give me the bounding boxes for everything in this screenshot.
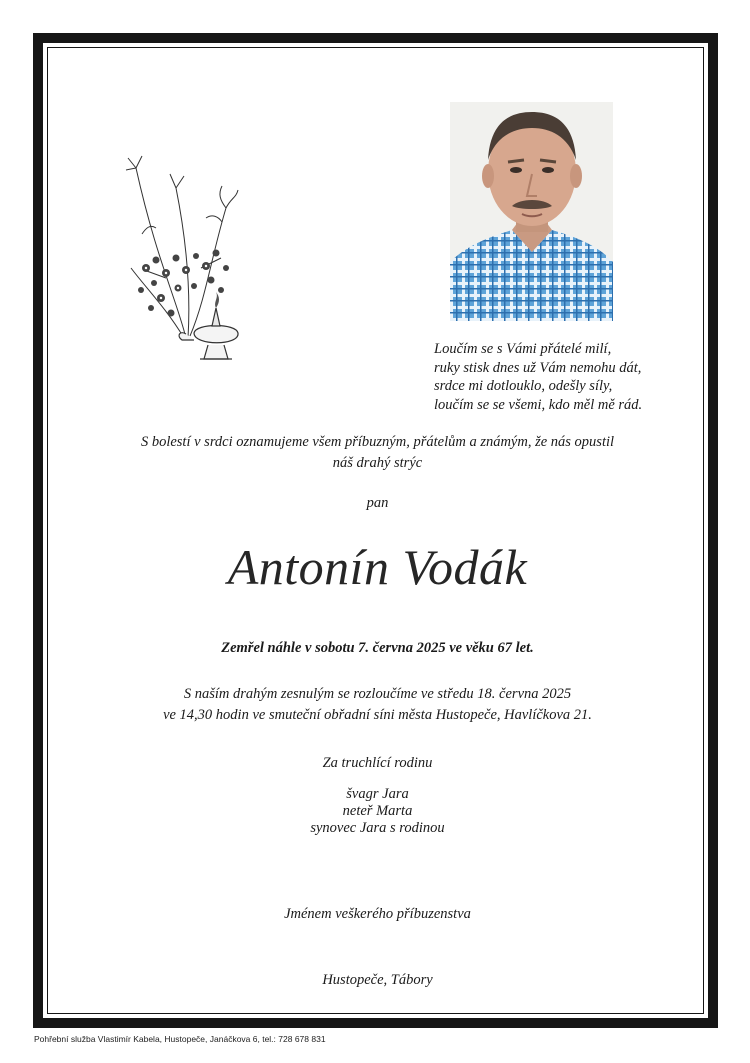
- places: Hustopeče, Tábory: [322, 972, 433, 988]
- portrait-photo: [450, 102, 613, 321]
- announcement-line: S bolestí v srdci oznamujeme všem příbuzným, přátelům a známým, že nás opustil: [140, 434, 615, 450]
- mourner: švagr Jara: [346, 786, 409, 802]
- funeral-line: S naším drahým zesnulým se rozloučíme ve středu 18. června 2025: [183, 686, 572, 702]
- funeral-service-footer: Pohřební služba Vlastimír Kabela, Hustopeče, Janáčkova 6, tel.: 728 678 831: [34, 1034, 326, 1044]
- death-notice: Zemřel náhle v sobotu 7. června 2025 ve věku 67 let.: [221, 640, 534, 656]
- funeral-line: ve 14,30 hodin ve smuteční obřadní síni města Hustopeče, Havlíčkova 21.: [163, 707, 592, 723]
- farewell-poem: [434, 340, 674, 414]
- mourners-heading: Za truchlící rodinu: [322, 755, 433, 771]
- poem-line: Loučím se s Vámi přátelé milí,: [434, 341, 612, 357]
- honorific: pan: [366, 495, 389, 511]
- relatives-line: Jménem veškerého příbuzenstva: [284, 906, 471, 922]
- announcement-line: náš drahý strýc: [332, 455, 423, 471]
- mourner: synovec Jara s rodinou: [310, 820, 445, 836]
- deceased-name: Antonín Vodák: [227, 539, 528, 595]
- poem-line: srdce mi dotlouklo, odešly síly,: [434, 378, 613, 394]
- mourners-list: [70, 786, 685, 837]
- flower-lamp-illustration: [116, 148, 266, 370]
- poem-line: loučím se se všemi, kdo měl mě rád.: [434, 396, 643, 413]
- funeral-details: [70, 684, 685, 726]
- poem-line: ruky stisk dnes už Vám nemohu dát,: [434, 359, 642, 376]
- mourner: neteř Marta: [342, 803, 413, 819]
- announcement: [70, 432, 685, 474]
